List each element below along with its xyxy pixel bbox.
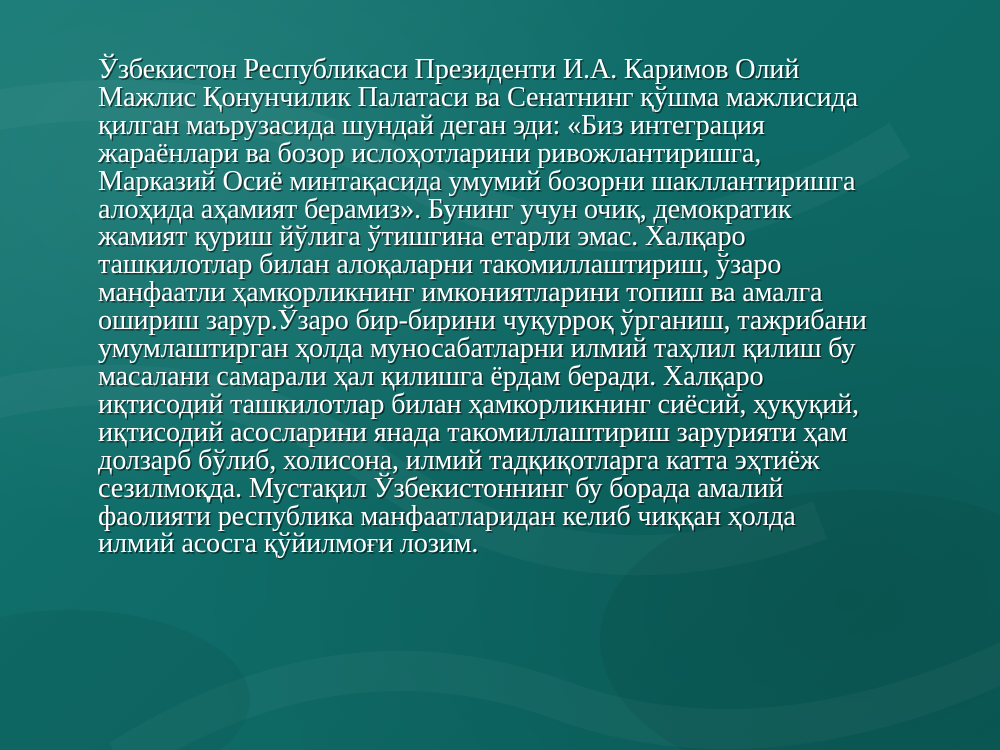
paragraph-line: иқтисодий асосларини янада такомиллаштириш зарурияти ҳам [98, 416, 848, 448]
paragraph-line: жамият қуриш йўлига ўтишгина етарли эмас. Халқаро [98, 221, 746, 253]
paragraph-line: манфаатли ҳамкорликнинг имкониятларини топиш ва амалга [98, 277, 823, 309]
paragraph-line: илмий асосга қўйилмоғи лозим. [98, 528, 479, 560]
paragraph-line: Мажлис Қонунчилик Палатаси ва Сенатнинг қўшма мажлисида [98, 81, 858, 113]
paragraph-line: Марказий Осиё минтақасида умумий бозорни шакллантиришга [98, 165, 856, 197]
paragraph-line: масалани самарали ҳал қилишга ёрдам беради. Халқаро [98, 360, 764, 392]
paragraph-line: фаолияти республика манфаатларидан келиб чиққан ҳолда [98, 500, 796, 532]
paragraph-line: сезилмоқда. Мустақил Ўзбекистоннинг бу борада амалий [98, 472, 784, 504]
body-paragraph [98, 56, 940, 558]
paragraph-line: иқтисодий ташкилотлар билан ҳамкорликнинг сиёсий, ҳуқуқий, [98, 388, 859, 420]
paragraph-line: умумлаштирган ҳолда муносабатларни илмий таҳлил қилиш бу [98, 333, 856, 365]
paragraph-line: долзарб бўлиб, холисона, илмий тадқиқотларга катта эҳтиёж [98, 444, 820, 476]
paragraph-line: ташкилотлар билан алоқаларни такомиллаштириш, ўзаро [98, 249, 782, 281]
paragraph-line: алоҳида аҳамият берамиз». Бунинг учун очиқ, демократик [98, 193, 792, 225]
paragraph-line: жараёнлари ва бозор ислоҳотларини ривожлантиришга, [98, 137, 762, 169]
paragraph-line: ошириш зарур.Ўзаро бир-бирини чуқурроқ ўрганиш, тажрибани [98, 305, 867, 337]
paragraph-line: қилган маърузасида шундай деган эди: «Биз интеграция [98, 109, 765, 141]
paragraph-line: Ўзбекистон Республикаси Президенти И.А. Каримов Олий [98, 54, 800, 85]
